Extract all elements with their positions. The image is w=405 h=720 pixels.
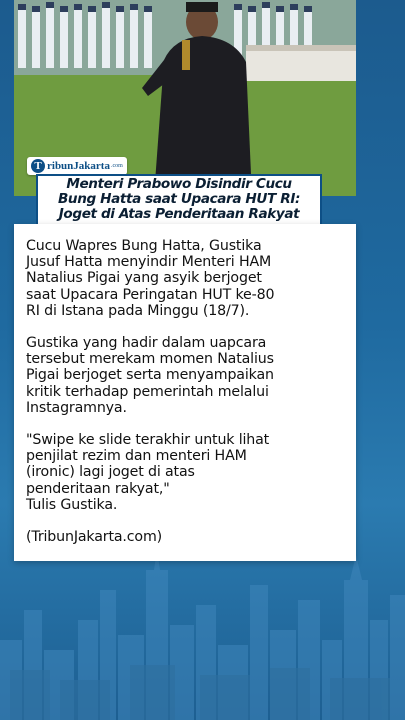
city-skyline-background — [0, 550, 405, 720]
article-source: (TribunJakarta.com) — [26, 529, 163, 546]
headline: Menteri Prabowo Disindir Cucu Bung Hatta saat Upacara HUT RI: Joget di Atas Penderitaan Rakyat — [57, 176, 301, 223]
article-paragraph-3: "Swipe ke slide terakhir untuk lihat penjilat rezim dan menteri HAM (ironic) lagi joget di atas penderitaan rakyat," Tulis Gustika. — [26, 432, 270, 513]
logo-text: ribunJakarta — [47, 160, 110, 172]
article-body — [26, 238, 346, 561]
logo-mark: T — [31, 159, 45, 173]
article-paragraph-2: Gustika yang hadir dalam uapcara tersebut merekam momen Natalius Pigai berjoget serta menyampaikan kritik terhadap pemerintah melalui Instagramnya. — [26, 335, 274, 416]
article-paragraph-1: Cucu Wapres Bung Hatta, Gustika Jusuf Hatta menyindir Menteri HAM Natalius Pigai yang asyik berjoget saat Upacara Peringatan HUT ke-80 RI di Istana pada Minggu (18/7). — [26, 238, 275, 319]
headline-box — [36, 174, 322, 227]
logo-domain: .com — [110, 163, 123, 169]
tribunjakarta-logo — [27, 157, 127, 175]
